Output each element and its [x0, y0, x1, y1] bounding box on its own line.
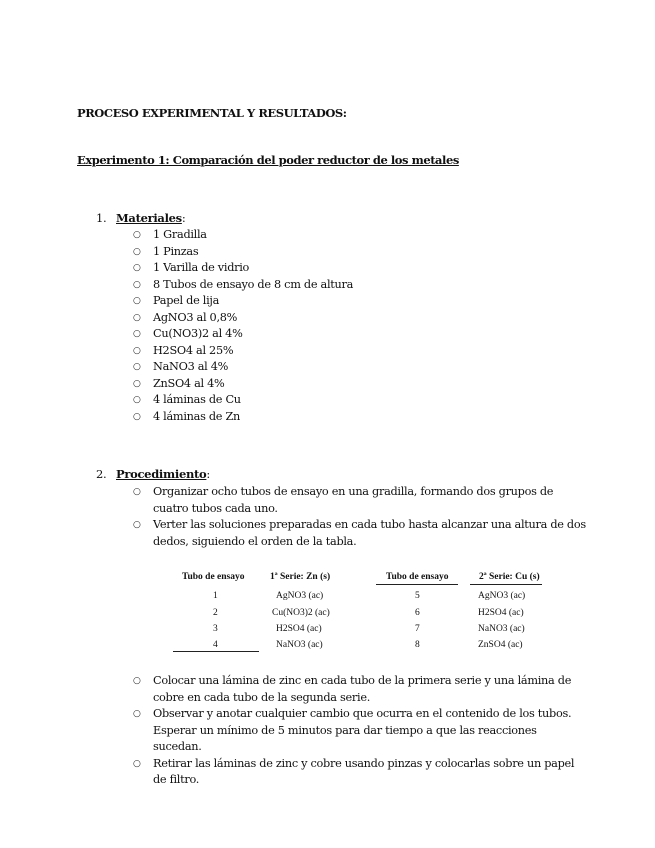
list-item: ○ 1 Varilla de vidrio: [132, 260, 587, 277]
table-cell: 3: [213, 624, 218, 634]
procedure-step: ○ Verter las soluciones preparadas en cada tubo hasta alcanzar una altura de dos dedos, siguiendo el orden de la tabla.: [132, 517, 587, 550]
table-cell: 2: [213, 608, 218, 618]
list-item: ○ H2SO4 al 25%: [132, 343, 587, 360]
table-bottom-rule: [173, 651, 259, 652]
procedure-step: ○ Observar y anotar cualquier cambio que ocurra en el contenido de los tubos. Esperar un mínimo de 5 minutos para dar tiempo a que las reacciones sucedan.: [132, 706, 587, 756]
table-cell: H2SO4 (ac): [478, 608, 524, 618]
section-heading: PROCESO EXPERIMENTAL Y RESULTADOS:: [77, 106, 347, 120]
procedure-step: ○ Organizar ocho tubos de ensayo en una gradilla, formando dos grupos de cuatro tubos cada uno.: [132, 484, 587, 517]
list-item: ○ ZnSO4 al 4%: [132, 376, 587, 393]
procedure-heading: 2. Procedimiento:: [96, 467, 210, 481]
table-cell: H2SO4 (ac): [276, 624, 322, 634]
table-cell: ZnSO4 (ac): [478, 640, 523, 650]
table-cell: 5: [415, 591, 420, 601]
procedure-step: ○ Retirar las láminas de zinc y cobre usando pinzas y colocarlas sobre un papel de filtro.: [132, 756, 587, 789]
table-cell: 7: [415, 624, 420, 634]
list-item: ○ NaNO3 al 4%: [132, 359, 587, 376]
list-item: ○ 4 láminas de Zn: [132, 409, 587, 426]
list-item: ○ 1 Gradilla: [132, 227, 587, 244]
procedure-steps-list-continued: [132, 673, 587, 789]
list-item: ○ 8 Tubos de ensayo de 8 cm de altura: [132, 277, 587, 294]
table-header-tube-2: Tubo de ensayo: [386, 572, 449, 582]
table-cell: NaNO3 (ac): [276, 640, 323, 650]
table-cell: 4: [213, 640, 218, 650]
table-header-series-2: 2ª Serie: Cu (s): [479, 572, 540, 582]
experiment-title: Experimento 1: Comparación del poder reductor de los metales: [77, 153, 459, 167]
table-cell: 8: [415, 640, 420, 650]
procedure-steps-list: [132, 484, 587, 550]
list-item: ○ AgNO3 al 0,8%: [132, 310, 587, 327]
procedure-number: 2.: [96, 467, 107, 481]
materials-heading: 1. Materiales:: [96, 211, 186, 225]
list-item: ○ Papel de lija: [132, 293, 587, 310]
table-cell: NaNO3 (ac): [478, 624, 525, 634]
table-cell: 1: [213, 591, 218, 601]
table-header-tube-1: Tubo de ensayo: [182, 572, 245, 582]
table-header-series-1: 1ª Serie: Zn (s): [270, 572, 331, 582]
procedure-step: ○ Colocar una lámina de zinc en cada tubo de la primera serie y una lámina de cobre en cada tubo de la segunda serie.: [132, 673, 587, 706]
materials-list: [132, 227, 587, 425]
list-item: ○ 1 Pinzas: [132, 244, 587, 261]
header-underline-tube-2: [376, 584, 458, 585]
table-cell: AgNO3 (ac): [276, 591, 324, 601]
table-cell: AgNO3 (ac): [478, 591, 526, 601]
table-cell: 6: [415, 608, 420, 618]
materials-number: 1.: [96, 211, 107, 225]
header-underline-series-2: [470, 584, 542, 585]
list-item: ○ 4 láminas de Cu: [132, 392, 587, 409]
materials-title: Materiales: [116, 211, 182, 225]
table-cell: Cu(NO3)2 (ac): [272, 608, 330, 618]
procedure-title: Procedimiento: [116, 467, 207, 481]
list-item: ○ Cu(NO3)2 al 4%: [132, 326, 587, 343]
